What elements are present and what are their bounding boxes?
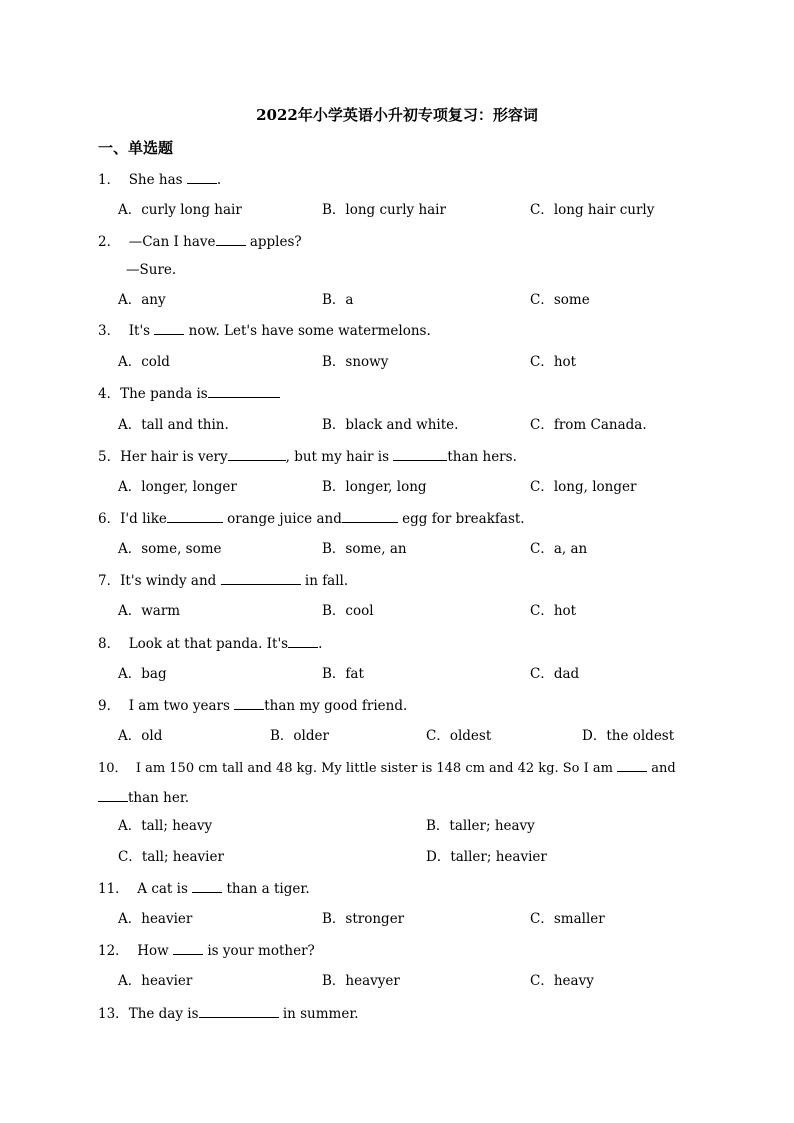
option-c[interactable]: C．tall; heavier <box>118 849 224 865</box>
question-number: 5． <box>98 449 121 465</box>
option-a[interactable]: A．any <box>118 292 166 308</box>
option-b[interactable]: B．long curly hair <box>322 202 446 218</box>
option-d[interactable]: D．the oldest <box>582 728 675 744</box>
option-a[interactable]: A．curly long hair <box>118 202 242 218</box>
option-b[interactable]: B．some, an <box>322 541 407 557</box>
option-b[interactable]: B．fat <box>322 666 364 682</box>
question-2: 2． —Can I have apples? <box>98 231 302 252</box>
question-11: 11． A cat is than a tiger. <box>98 878 310 899</box>
question-number: 13． <box>98 1006 129 1022</box>
question-13: 13．The day is in summer. <box>98 1003 359 1024</box>
option-a[interactable]: A．bag <box>118 666 167 682</box>
question-number: 10． <box>98 761 128 776</box>
answer-blank[interactable] <box>617 757 647 772</box>
option-b[interactable]: B．heavyer <box>322 973 400 989</box>
option-a[interactable]: A．heavier <box>118 973 193 989</box>
document-title: 2022年小学英语小升初专项复习：形容词 <box>256 106 538 124</box>
option-a[interactable]: A．cold <box>118 354 170 370</box>
question-2-reply: —Sure. <box>126 262 177 278</box>
option-a[interactable]: A．warm <box>118 603 181 619</box>
question-3: 3． It's now. Let's have some watermelons. <box>98 320 431 341</box>
option-c[interactable]: C．long hair curly <box>530 202 655 218</box>
answer-blank[interactable] <box>228 446 286 461</box>
option-b[interactable]: B．taller; heavy <box>426 818 535 834</box>
option-a[interactable]: A．longer, longer <box>118 479 237 495</box>
question-12: 12． How is your mother? <box>98 940 315 961</box>
option-c[interactable]: C．heavy <box>530 973 594 989</box>
option-c[interactable]: C．hot <box>530 354 577 370</box>
option-b[interactable]: B．a <box>322 292 354 308</box>
answer-blank[interactable] <box>393 446 447 461</box>
answer-blank[interactable] <box>173 940 203 955</box>
question-number: 7． <box>98 573 121 589</box>
question-number: 1． <box>98 172 121 188</box>
question-number: 11． <box>98 881 129 897</box>
answer-blank[interactable] <box>154 320 184 335</box>
option-c[interactable]: C．dad <box>530 666 580 682</box>
option-c[interactable]: C．hot <box>530 603 577 619</box>
question-number: 6． <box>98 511 121 527</box>
question-number: 3． <box>98 323 121 339</box>
option-d[interactable]: D．taller; heavier <box>426 849 547 865</box>
question-6: 6．I'd like orange juice and egg for breakfast. <box>98 508 525 529</box>
option-b[interactable]: B．cool <box>322 603 374 619</box>
answer-blank[interactable] <box>98 787 128 802</box>
answer-blank[interactable] <box>234 695 264 710</box>
question-number: 4． <box>98 386 121 402</box>
option-a[interactable]: A．tall and thin. <box>118 417 229 433</box>
option-a[interactable]: A．heavier <box>118 911 193 927</box>
answer-blank[interactable] <box>199 1003 279 1018</box>
question-10-continued: than her. <box>98 787 189 808</box>
question-10: 10． I am 150 cm tall and 48 kg. My little sister is 148 cm and 42 kg. So I am and <box>98 757 676 779</box>
answer-blank[interactable] <box>167 508 223 523</box>
question-8: 8． Look at that panda. It's . <box>98 633 322 654</box>
option-c[interactable]: C．smaller <box>530 911 605 927</box>
answer-blank[interactable] <box>288 633 318 648</box>
question-number: 12． <box>98 943 129 959</box>
option-c[interactable]: C．a, an <box>530 541 588 557</box>
answer-blank[interactable] <box>216 231 246 246</box>
question-1: 1． She has . <box>98 169 221 190</box>
question-number: 9． <box>98 698 121 714</box>
option-a[interactable]: A．tall; heavy <box>118 818 213 834</box>
option-b[interactable]: B．black and white. <box>322 417 459 433</box>
option-b[interactable]: B．stronger <box>322 911 405 927</box>
option-b[interactable]: B．longer, long <box>322 479 427 495</box>
answer-blank[interactable] <box>221 570 301 585</box>
answer-blank[interactable] <box>208 383 280 398</box>
option-c[interactable]: C．from Canada. <box>530 417 647 433</box>
question-5: 5．Her hair is very , but my hair is than hers. <box>98 446 517 467</box>
question-number: 8． <box>98 636 121 652</box>
section-heading: 一、单选题 <box>98 139 174 157</box>
answer-blank[interactable] <box>187 169 217 184</box>
option-c[interactable]: C．long, longer <box>530 479 637 495</box>
question-number: 2． <box>98 234 121 250</box>
option-b[interactable]: B．older <box>270 728 329 744</box>
question-4: 4．The panda is <box>98 383 280 404</box>
question-7: 7．It's windy and in fall. <box>98 570 348 591</box>
answer-blank[interactable] <box>342 508 398 523</box>
option-c[interactable]: C．some <box>530 292 590 308</box>
option-b[interactable]: B．snowy <box>322 354 389 370</box>
option-c[interactable]: C．oldest <box>426 728 492 744</box>
option-a[interactable]: A．some, some <box>118 541 222 557</box>
question-9: 9． I am two years than my good friend. <box>98 695 407 716</box>
answer-blank[interactable] <box>192 878 222 893</box>
option-a[interactable]: A．old <box>118 728 163 744</box>
